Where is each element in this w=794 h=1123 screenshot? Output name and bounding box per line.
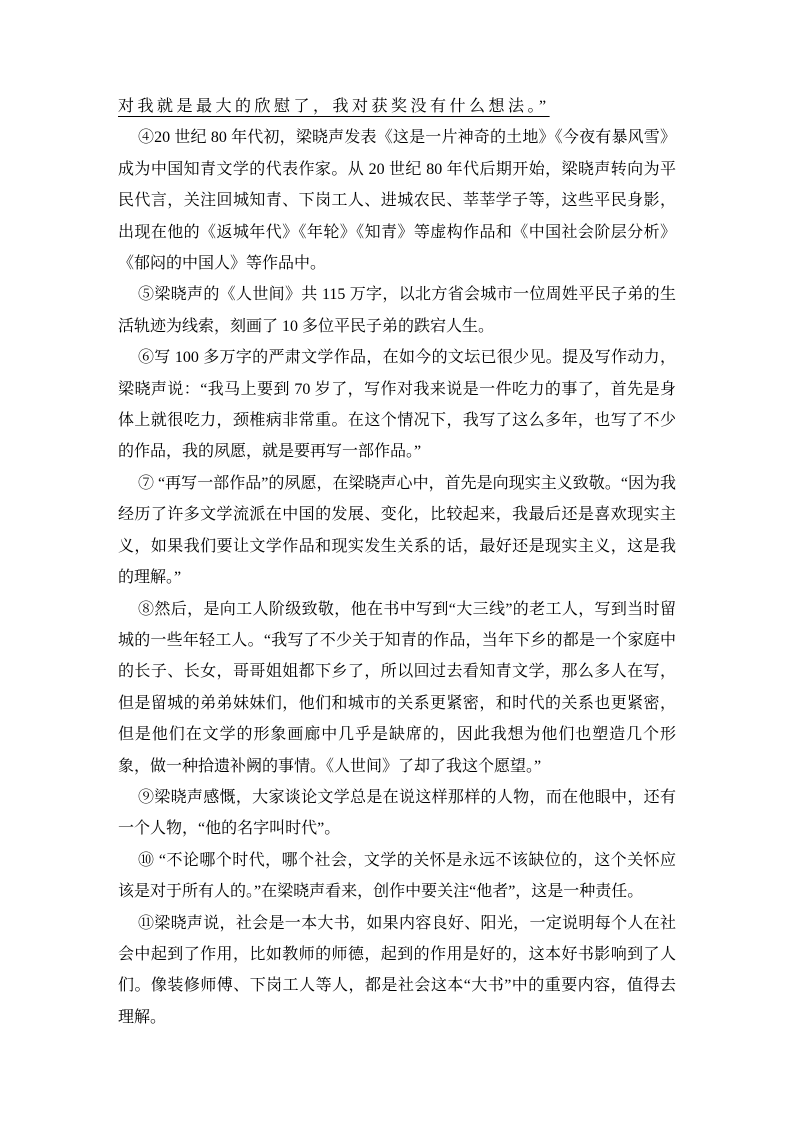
paragraph-11: ⑪梁晓声说，社会是一本大书，如果内容良好、阳光，一定说明每个人在社会中起到了作用，比如教师的师德，起到的作用是好的，这本好书影响到了人们。像装修师傅、下岗工人等人，都是社会这本“大书”中的重要内容，值得去理解。 <box>118 914 676 1026</box>
paragraph-4: ④20 世纪 80 年代初，梁晓声发表《这是一片神奇的土地》《今夜有暴风雪》成为中国知青文学的代表作家。从 20 世纪 80 年代后期开始，梁晓声转向为平民代言，关注回城知青、下岗工人、进城农民、莘莘学子等，这些平民身影，出现在他的《返城年代》《年轮》《知青》等虚构作品和《中国社会阶层分析》《郁闷的中国人》等作品中。 <box>118 129 676 273</box>
paragraph-5: ⑤梁晓声的《人世间》共 115 万字，以北方省会城市一位周姓平民子弟的生活轨迹为线索，刻画了 10 多位平民子弟的跌宕人生。 <box>118 286 676 335</box>
paragraph-7: ⑦ “再写一部作品”的夙愿，在梁晓声心中，首先是向现实主义致敬。“因为我经历了许多文学流派在中国的发展、变化，比较起来，我最后还是喜欢现实主义，如果我们要让文学作品和现实发生关系的话，最好还是现实主义，这是我的理解。” <box>118 474 676 587</box>
underlined-continuation-line <box>118 91 676 122</box>
underlined-text: 对我就是最大的欣慰了，我对获奖没有什么想法。” <box>118 98 550 115</box>
paragraph-9: ⑨梁晓声感慨，大家谈论文学总是在说这样那样的人物，而在他眼中，还有一个人物，“他的名字叫时代”。 <box>118 788 676 838</box>
paragraph-6: ⑥写 100 多万字的严肃文学作品，在如今的文坛已很少见。提及写作动力，梁晓声说：“我马上要到 70 岁了，写作对我来说是一件吃力的事了，首先是身体上就很吃力，颈椎病非常重。在这个情况下，我写了这么多年，也写了不少的作品，我的夙愿，就是要再写一部作品。” <box>118 349 676 461</box>
paragraph-8: ⑧然后，是向工人阶级致敬，他在书中写到“大三线”的老工人，写到当时留城的一些年轻工人。“我写了不少关于知青的作品，当年下乡的都是一个家庭中的长子、长女，哥哥姐姐都下乡了，所以回过去看知青文学，那么多人在写，但是留城的弟弟妹妹们，他们和城市的关系更紧密，和时代的关系也更紧密，但是他们在文学的形象画廊中几乎是缺席的，因此我想为他们也塑造几个形象，做一种拾遗补阙的事情。《人世间》了却了我这个愿望。” <box>118 600 676 775</box>
paragraph-10: ⑩ “不论哪个时代，哪个社会，文学的关怀是永远不该缺位的，这个关怀应该是对于所有人的。”在梁晓声看来，创作中要关注“他者”，这是一种责任。 <box>118 851 676 901</box>
